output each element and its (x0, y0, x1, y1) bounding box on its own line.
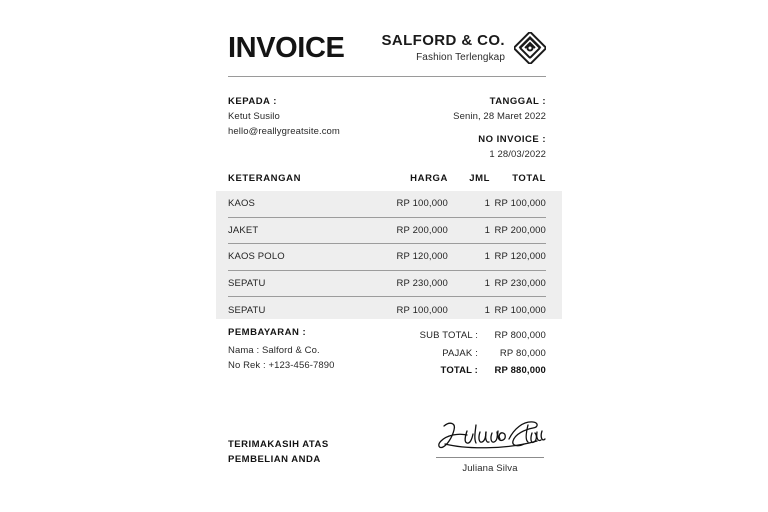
brand-text (381, 32, 505, 63)
column-header-jml: JML (469, 173, 490, 184)
brand-tagline: Fashion Terlengkap (416, 51, 505, 63)
grand-total-value: RP 880,000 (494, 365, 546, 377)
brand-block (381, 30, 546, 64)
cell-price: RP 200,000 (396, 224, 448, 236)
cell-total: RP 120,000 (494, 251, 546, 263)
cell-quantity: 1 (484, 224, 490, 236)
bill-to-email: hello@reallygreatsite.com (228, 125, 340, 137)
cell-price: RP 120,000 (396, 251, 448, 263)
totals-block (400, 327, 546, 380)
cell-description: KAOS POLO (228, 251, 285, 263)
bill-to-label: KEPADA : (228, 96, 277, 107)
cell-quantity: 1 (484, 304, 490, 316)
thank-you-line-1: TERIMAKASIH ATAS (228, 439, 329, 450)
table-row (228, 191, 546, 218)
handwritten-signature-icon (430, 416, 550, 456)
payment-account-number: No Rek : +123-456-7890 (228, 360, 335, 372)
table-header-row (228, 173, 546, 184)
payment-block (228, 327, 388, 373)
cell-total: RP 230,000 (494, 278, 546, 290)
cell-total: RP 100,000 (494, 304, 546, 316)
column-header-keterangan: KETERANGAN (228, 173, 302, 184)
tax-value: RP 80,000 (499, 347, 546, 359)
signature-name: Juliana Silva (462, 463, 518, 474)
table-row (228, 271, 546, 298)
payment-title: PEMBAYARAN : (228, 327, 307, 338)
tax-label: PAJAK : (442, 347, 478, 359)
cell-price: RP 100,000 (396, 198, 448, 210)
invoice-number-label: NO INVOICE : (478, 133, 546, 145)
payment-account-name: Nama : Salford & Co. (228, 345, 320, 356)
table-row (228, 218, 546, 245)
cell-price: RP 100,000 (396, 304, 448, 316)
bill-to-name: Ketut Susilo (228, 111, 280, 122)
cell-total: RP 200,000 (494, 224, 546, 236)
cell-description: JAKET (228, 224, 259, 236)
tax-row (400, 345, 546, 363)
date-value: Senin, 28 Maret 2022 (453, 111, 546, 122)
thank-you-line-2: PEMBELIAN ANDA (228, 453, 321, 465)
cell-description: KAOS (228, 198, 255, 210)
cell-description: SEPATU (228, 304, 266, 316)
table-row (228, 297, 546, 323)
invoice-info-block (406, 96, 546, 162)
grand-total-label: TOTAL : (440, 365, 478, 377)
cell-total: RP 100,000 (494, 198, 546, 210)
bill-to-block (228, 96, 398, 162)
invoice-number-value: 1 28/03/2022 (489, 148, 546, 160)
grand-total-row (400, 362, 546, 380)
subtotal-row (400, 327, 546, 345)
table-row (228, 244, 546, 271)
signature-divider (436, 457, 544, 458)
date-label: TANGGAL : (489, 96, 546, 107)
page-title: INVOICE (228, 32, 345, 64)
subtotal-label: SUB TOTAL : (419, 330, 478, 341)
invoice-meta (228, 96, 546, 162)
cell-description: SEPATU (228, 278, 266, 290)
cell-price: RP 230,000 (396, 278, 448, 290)
cell-quantity: 1 (484, 251, 490, 263)
thank-you-note (228, 438, 329, 467)
column-header-harga: HARGA (410, 173, 448, 184)
table-body (228, 191, 546, 323)
header-divider (228, 76, 546, 77)
meta-spacer (406, 125, 546, 134)
subtotal-value: RP 800,000 (494, 330, 546, 341)
signature-block (430, 416, 550, 474)
diamond-spiral-logo-icon (514, 32, 546, 64)
invoice-header (228, 30, 546, 64)
brand-name: SALFORD & CO. (381, 32, 505, 50)
cell-quantity: 1 (484, 198, 490, 210)
column-header-total: TOTAL (512, 173, 546, 184)
cell-quantity: 1 (484, 278, 490, 290)
